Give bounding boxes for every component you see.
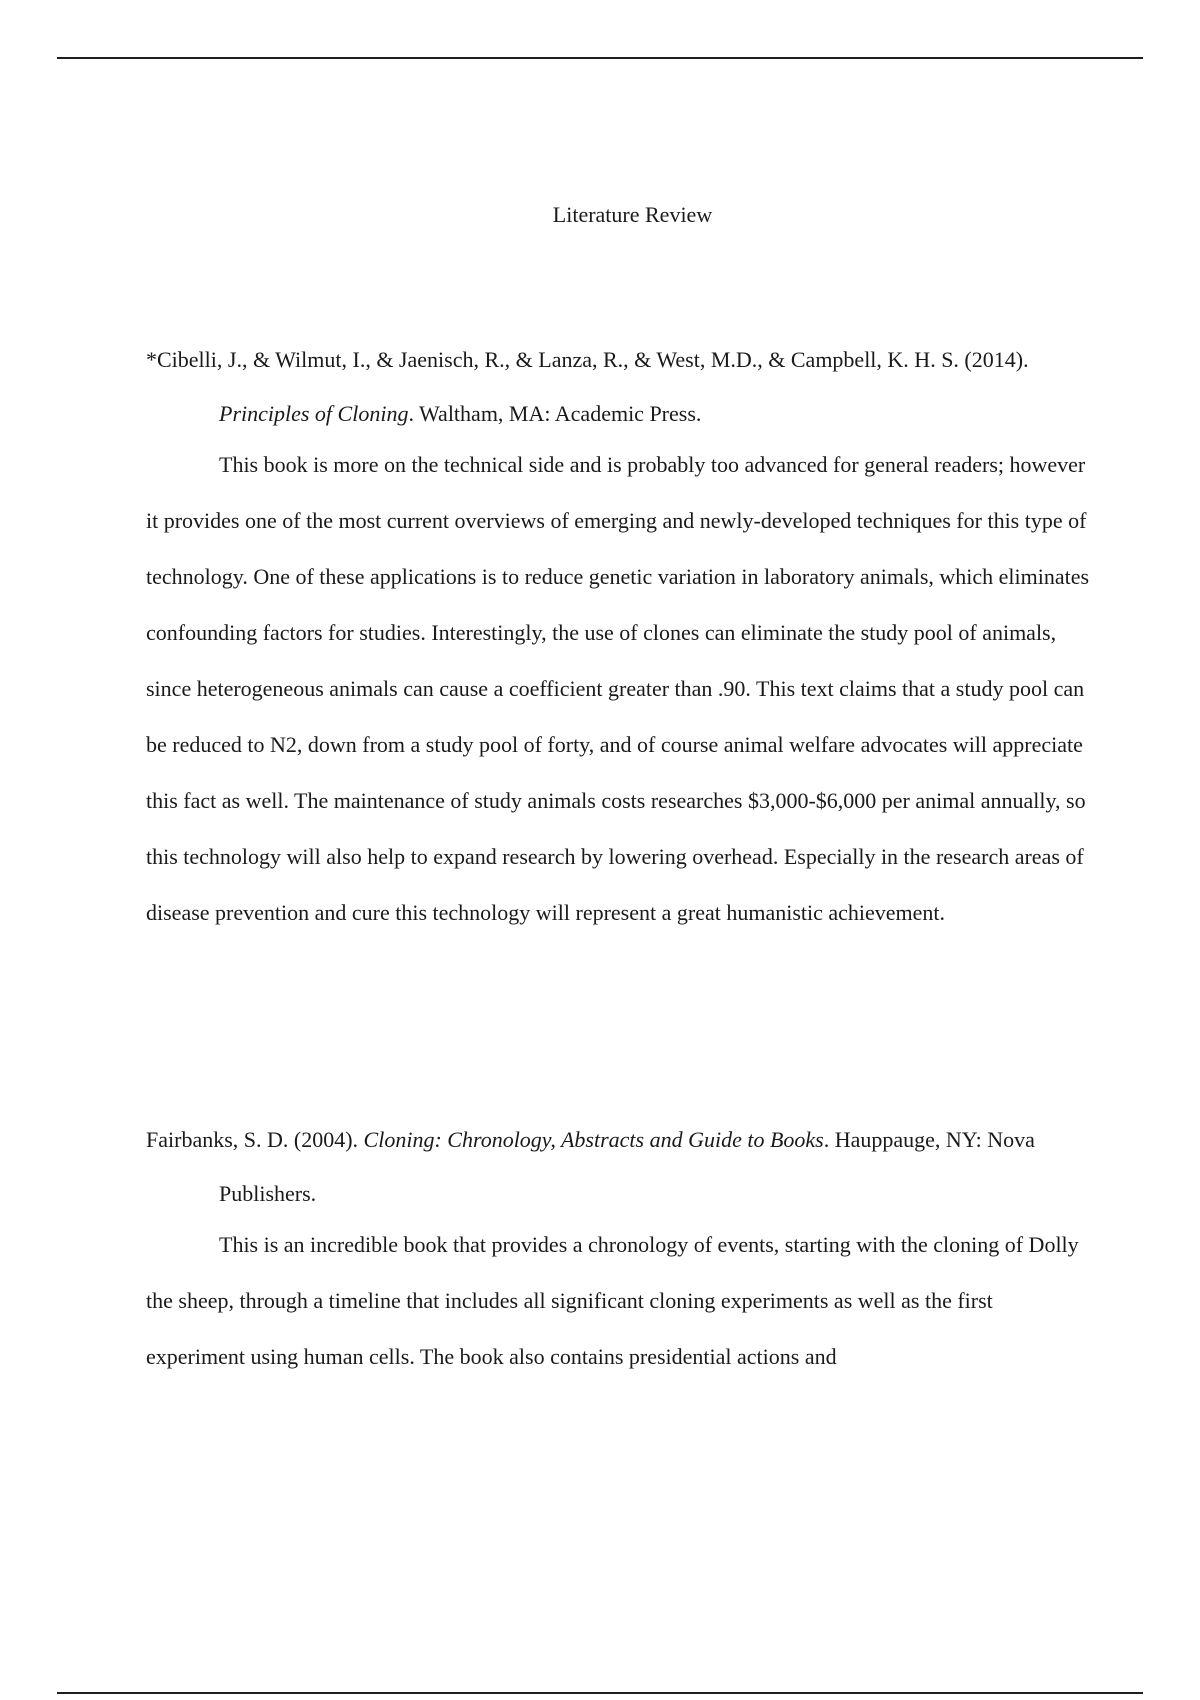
citation-publisher: . Hauppauge, NY: Nova Publishers. — [219, 1127, 1035, 1206]
annotation-paragraph: This book is more on the technical side and is probably too advanced for general readers; however it provides one of the most current overviews of emerging and newly-developed techniques for this type of technology. One of these applications is to reduce genetic variation in laboratory animals, which eliminates confounding factors for studies. Interestingly, the use of clones can eliminate the study pool of animals, since heterogeneous animals can cause a coefficient greater than .90. This text claims that a study pool can be reduced to N2, down from a study pool of forty, and of course animal welfare advocates will appreciate this fact as well. The maintenance of study animals costs researches $3,000-$6,000 per animal annually, so this technology will also help to expand research by lowering overhead. Especially in the research areas of disease prevention and cure this technology will represent a great humanistic achievement. — [146, 452, 1090, 925]
reference-entry — [146, 333, 1091, 945]
citation-publisher: . Waltham, MA: Academic Press. — [408, 401, 702, 426]
annotation-paragraph: This is an incredible book that provides a chronology of events, starting with the cloning of Dolly the sheep, through a timeline that includes all significant cloning experiments as well as the first experiment using human cells. The book also contains presidential actions and — [146, 1232, 1079, 1369]
citation — [146, 333, 1091, 441]
citation-book-title: Cloning: Chronology, Abstracts and Guide to Books — [363, 1127, 824, 1152]
citation-authors: Fairbanks, S. D. (2004). — [146, 1127, 364, 1152]
footer-rule — [57, 1692, 1143, 1694]
citation — [146, 1113, 1091, 1221]
citation-authors: *Cibelli, J., & Wilmut, I., & Jaenisch, R., & Lanza, R., & West, M.D., & Campbell, K. H. S. (2014). — [146, 347, 1029, 372]
citation-book-title: Principles of Cloning — [219, 401, 409, 426]
page-title: Literature Review — [552, 202, 713, 227]
reference-entry — [146, 1113, 1091, 1389]
header-rule — [57, 57, 1143, 59]
